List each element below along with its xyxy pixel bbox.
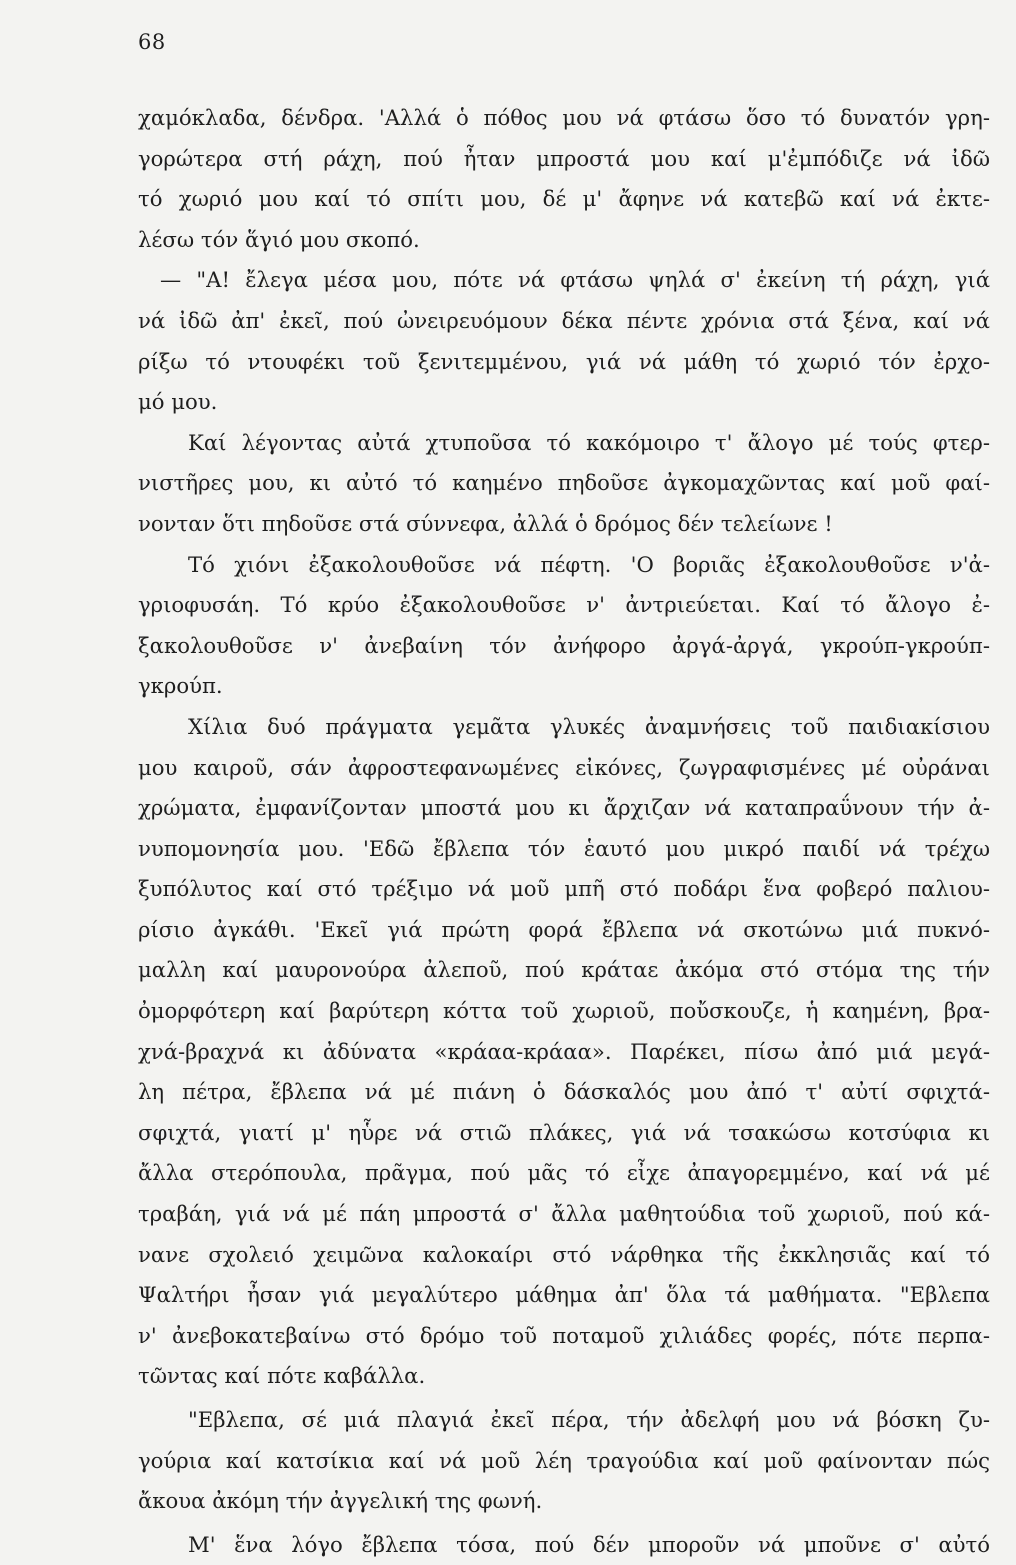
page-number: 68 [138, 30, 166, 54]
text-line: Μ' ἕνα λόγο ἔβλεπα τόσα, πού δέν μποροῦν νά μποῦνε σ' αὐτό [188, 1531, 990, 1557]
text-line: νά ἰδῶ ἀπ' ἐκεῖ, πού ὠνειρευόμουν δέκα πέντε χρόνια στά ξένα, καί νά [138, 307, 990, 333]
text-line: γριοφυσάη. Τό κρύο ἐξακολουθοῦσε ν' ἀντριεύεται. Καί τό ἄλογο ἐ- [138, 592, 990, 618]
text-line: ξακολουθοῦσε ν' ἀνεβαίνη τόν ἀνήφορο ἀργά-ἀργά, γκρούπ-γκρούπ- [138, 632, 990, 658]
text-line: "Εβλεπα, σέ μιά πλαγιά ἐκεῖ πέρα, τήν ἀδελφή μου νά βόσκη ζυ- [188, 1407, 990, 1432]
text-line: μου καιροῦ, σάν ἀφροστεφανωμένες εἰκόνες, ζωγραφισμένες μέ οὐράναι [138, 754, 990, 780]
text-line: χαμόκλαδα, δένδρα. 'Αλλά ὁ πόθος μου νά φτάσω ὅσο τό δυνατόν γρη- [138, 105, 990, 130]
text-line: Χίλια δυό πράγματα γεμᾶτα γλυκές ἀναμνήσεις τοῦ παιδιακίσιου [188, 713, 990, 739]
text-line: ν' ἀνεβοκατεβαίνω στό δρόμο τοῦ ποταμοῦ χιλιάδες φορές, πότε περπα- [138, 1322, 990, 1348]
text-line: μαλλη καί μαυρονούρα ἀλεποῦ, πού κράταε ἀκόμα στό στόμα της τήν [138, 957, 990, 983]
text-line: ρίξω τό ντουφέκι τοῦ ξενιτεμμένου, γιά νά μάθη τό χωριό τόν ἐρχο- [138, 348, 990, 374]
text-line: τραβάη, γιά νά μέ πάη μπροστά σ' ἄλλα μαθητούδια τοῦ χωριοῦ, πού κά- [138, 1201, 990, 1227]
text-line: ὀμορφότερη καί βαρύτερη κόττα τοῦ χωριοῦ, ποὔσκουζε, ἡ καημένη, βρα- [138, 998, 990, 1024]
text-line: Τό χιόνι ἐξακολουθοῦσε νά πέφτη. 'Ο βοριᾶς ἐξακολουθοῦσε ν'ἀ- [188, 551, 990, 577]
text-line: λέσω τόν ἅγιό μου σκοπό. [138, 226, 420, 252]
text-line: χνά-βραχνά κι ἀδύνατα «κράαα-κράαα». Παρέκει, πίσω ἀπό μιά μεγά- [138, 1038, 990, 1064]
text-line: γορώτερα στή ράχη, πού ἦταν μπροστά μου καί μ'ἐμπόδιζε νά ἰδῶ [138, 145, 990, 171]
text-line: νανε σχολειό χειμῶνα καλοκαίρι στό νάρθηκα τῆς ἐκκλησιᾶς καί τό [138, 1241, 990, 1267]
text-line: μό μου. [138, 389, 218, 415]
text-line: τό χωριό μου καί τό σπίτι μου, δέ μ' ἄφηνε νά κατεβῶ καί νά ἐκτε- [138, 186, 990, 212]
text-line: νονταν ὅτι πηδοῦσε στά σύννεφα, ἀλλά ὁ δρόμος δέν τελείωνε ! [138, 510, 833, 536]
text-line: νυπομονησία μου. 'Εδῶ ἔβλεπα τόν ἑαυτό μου μικρό παιδί νά τρέχω [138, 835, 990, 861]
text-line: γκρούπ. [138, 673, 223, 699]
body-text [138, 98, 990, 1565]
text-line: τῶντας καί πότε καβάλλα. [138, 1363, 426, 1389]
text-line: — "Α! ἔλεγα μέσα μου, πότε νά φτάσω ψηλά σ' ἐκείνη τή ράχη, γιά [160, 267, 990, 293]
text-line: νιστῆρες μου, κι αὐτό τό καημένο πηδοῦσε ἀγκομαχῶντας καί μοῦ φαί- [138, 470, 990, 496]
text-line: ἄκουα ἀκόμη τήν ἀγγελική της φωνή. [138, 1488, 543, 1514]
text-line: χρώματα, ἐμφανίζονταν μποστά μου κι ἄρχιζαν νά καταπραΰνουν τήν ἀ- [138, 795, 990, 821]
text-line: ξυπόλυτος καί στό τρέξιμο νά μοῦ μπῆ στό ποδάρι ἕνα φοβερό παλιου- [138, 876, 990, 902]
text-line: Καί λέγοντας αὐτά χτυποῦσα τό κακόμοιρο τ' ἄλογο μέ τούς φτερ- [188, 429, 990, 455]
text-line: γούρια καί κατσίκια καί νά μοῦ λέη τραγούδια καί μοῦ φαίνονταν πώς [138, 1447, 990, 1473]
text-line: ἄλλα στερόπουλα, πρᾶγμα, πού μᾶς τό εἶχε ἀπαγορεμμένο, καί νά μέ [138, 1160, 990, 1186]
text-line: Ψαλτήρι ἦσαν γιά μεγαλύτερο μάθημα ἀπ' ὅλα τά μαθήματα. "Εβλεπα [138, 1282, 990, 1308]
text-line: ρίσιο ἀγκάθι. 'Εκεῖ γιά πρώτη φορά ἔβλεπα νά σκοτώνω μιά πυκνό- [138, 916, 990, 942]
text-line: λη πέτρα, ἔβλεπα νά μέ πιάνη ὁ δάσκαλός μου ἀπό τ' αὐτί σφιχτά- [138, 1079, 990, 1105]
text-line: σφιχτά, γιατί μ' ηὗρε νά στιῶ πλάκες, γιά νά τσακώσω κοτσύφια κι [138, 1119, 990, 1145]
